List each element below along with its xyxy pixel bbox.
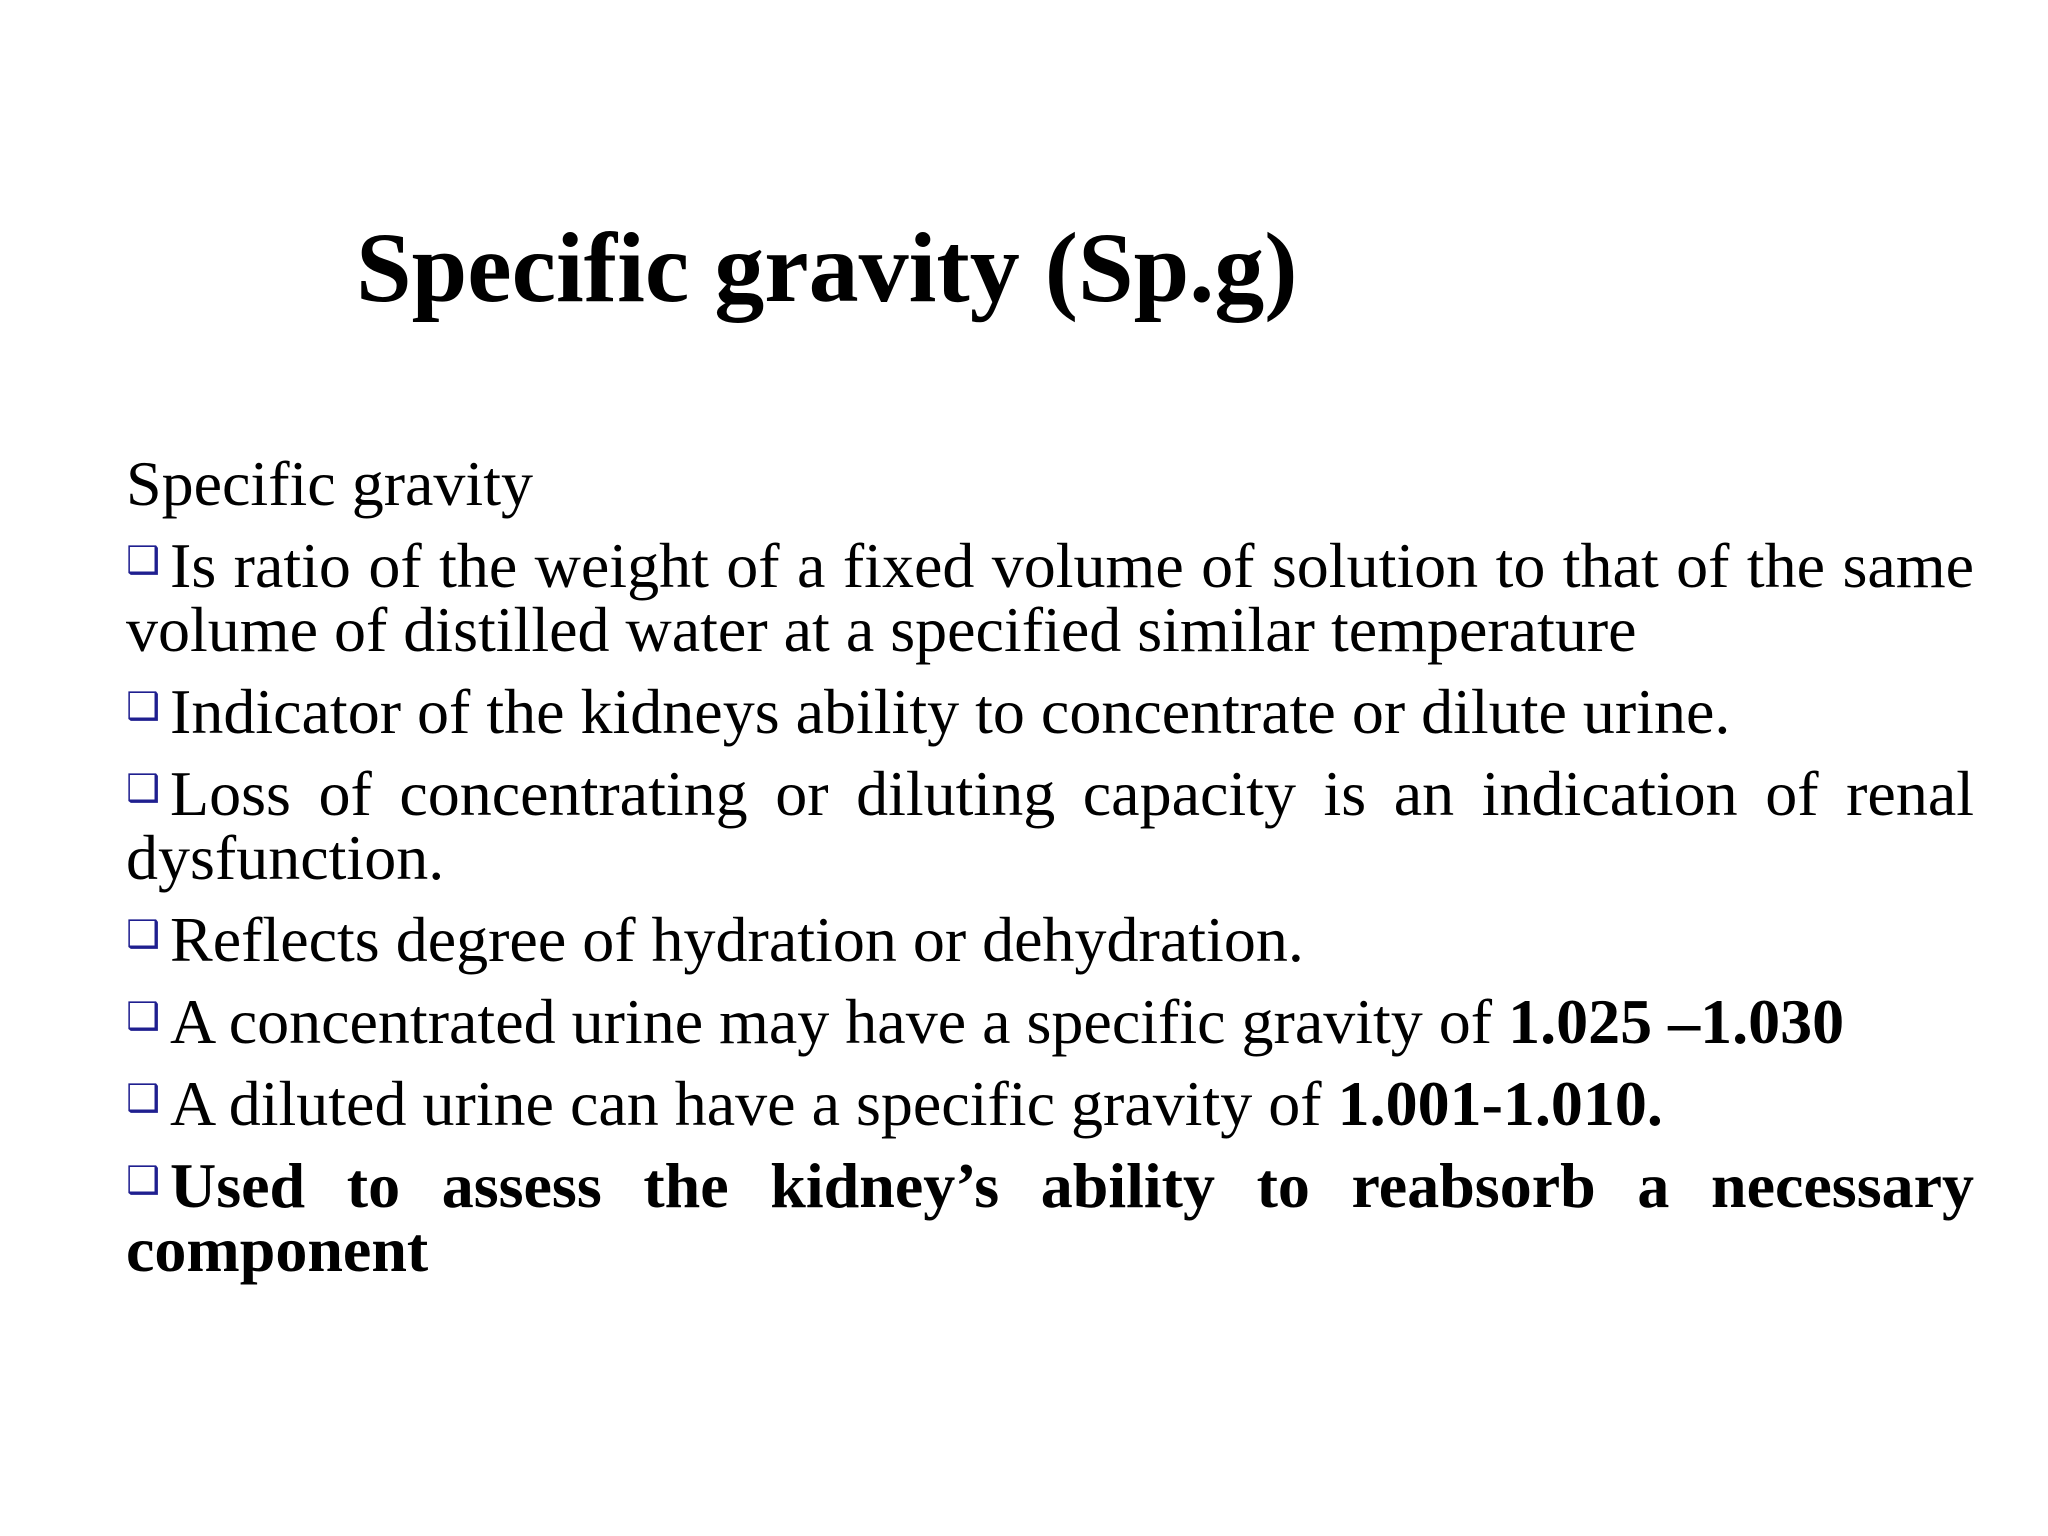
bullet-text: A concentrated urine may have a specific gravity of [170,986,1509,1057]
square-bullet-icon: ❑ [126,1158,161,1202]
bullet-text: Indicator of the kidneys ability to concentrate or dilute urine. [170,676,1731,747]
bullet-text: Is ratio of the weight of a fixed volume of solution to that of the same volume of distilled water at a specified similar temperature [126,530,1974,665]
bullet-list [126,530,1974,1285]
bullet-text: Loss of concentrating or diluting capacity is an indication of renal dysfunction. [126,758,1974,893]
list-item [126,986,1974,1057]
list-item [126,1150,1974,1285]
square-bullet-icon: ❑ [126,538,161,582]
square-bullet-icon: ❑ [126,912,161,956]
list-item [126,676,1974,747]
list-item [126,758,1974,893]
bullet-bold-text: 1.025 –1.030 [1508,986,1845,1057]
bullet-text: A diluted urine can have a specific gravity of [170,1068,1338,1139]
bullet-bold-text: Used to assess the kidney’s ability to reabsorb a necessary component [126,1150,1974,1285]
square-bullet-icon: ❑ [126,684,161,728]
bullet-text: Reflects degree of hydration or dehydration. [170,904,1304,975]
square-bullet-icon: ❑ [126,1076,161,1120]
list-item [126,904,1974,975]
bullet-bold-text: 1.001-1.010. [1337,1068,1663,1139]
square-bullet-icon: ❑ [126,994,161,1038]
intro-text: Specific gravity [126,448,533,519]
list-item [126,530,1974,665]
slide-content [126,448,1974,1300]
slide-title: Specific gravity (Sp.g) [356,212,1298,323]
square-bullet-icon: ❑ [126,766,161,810]
list-item [126,1068,1974,1139]
